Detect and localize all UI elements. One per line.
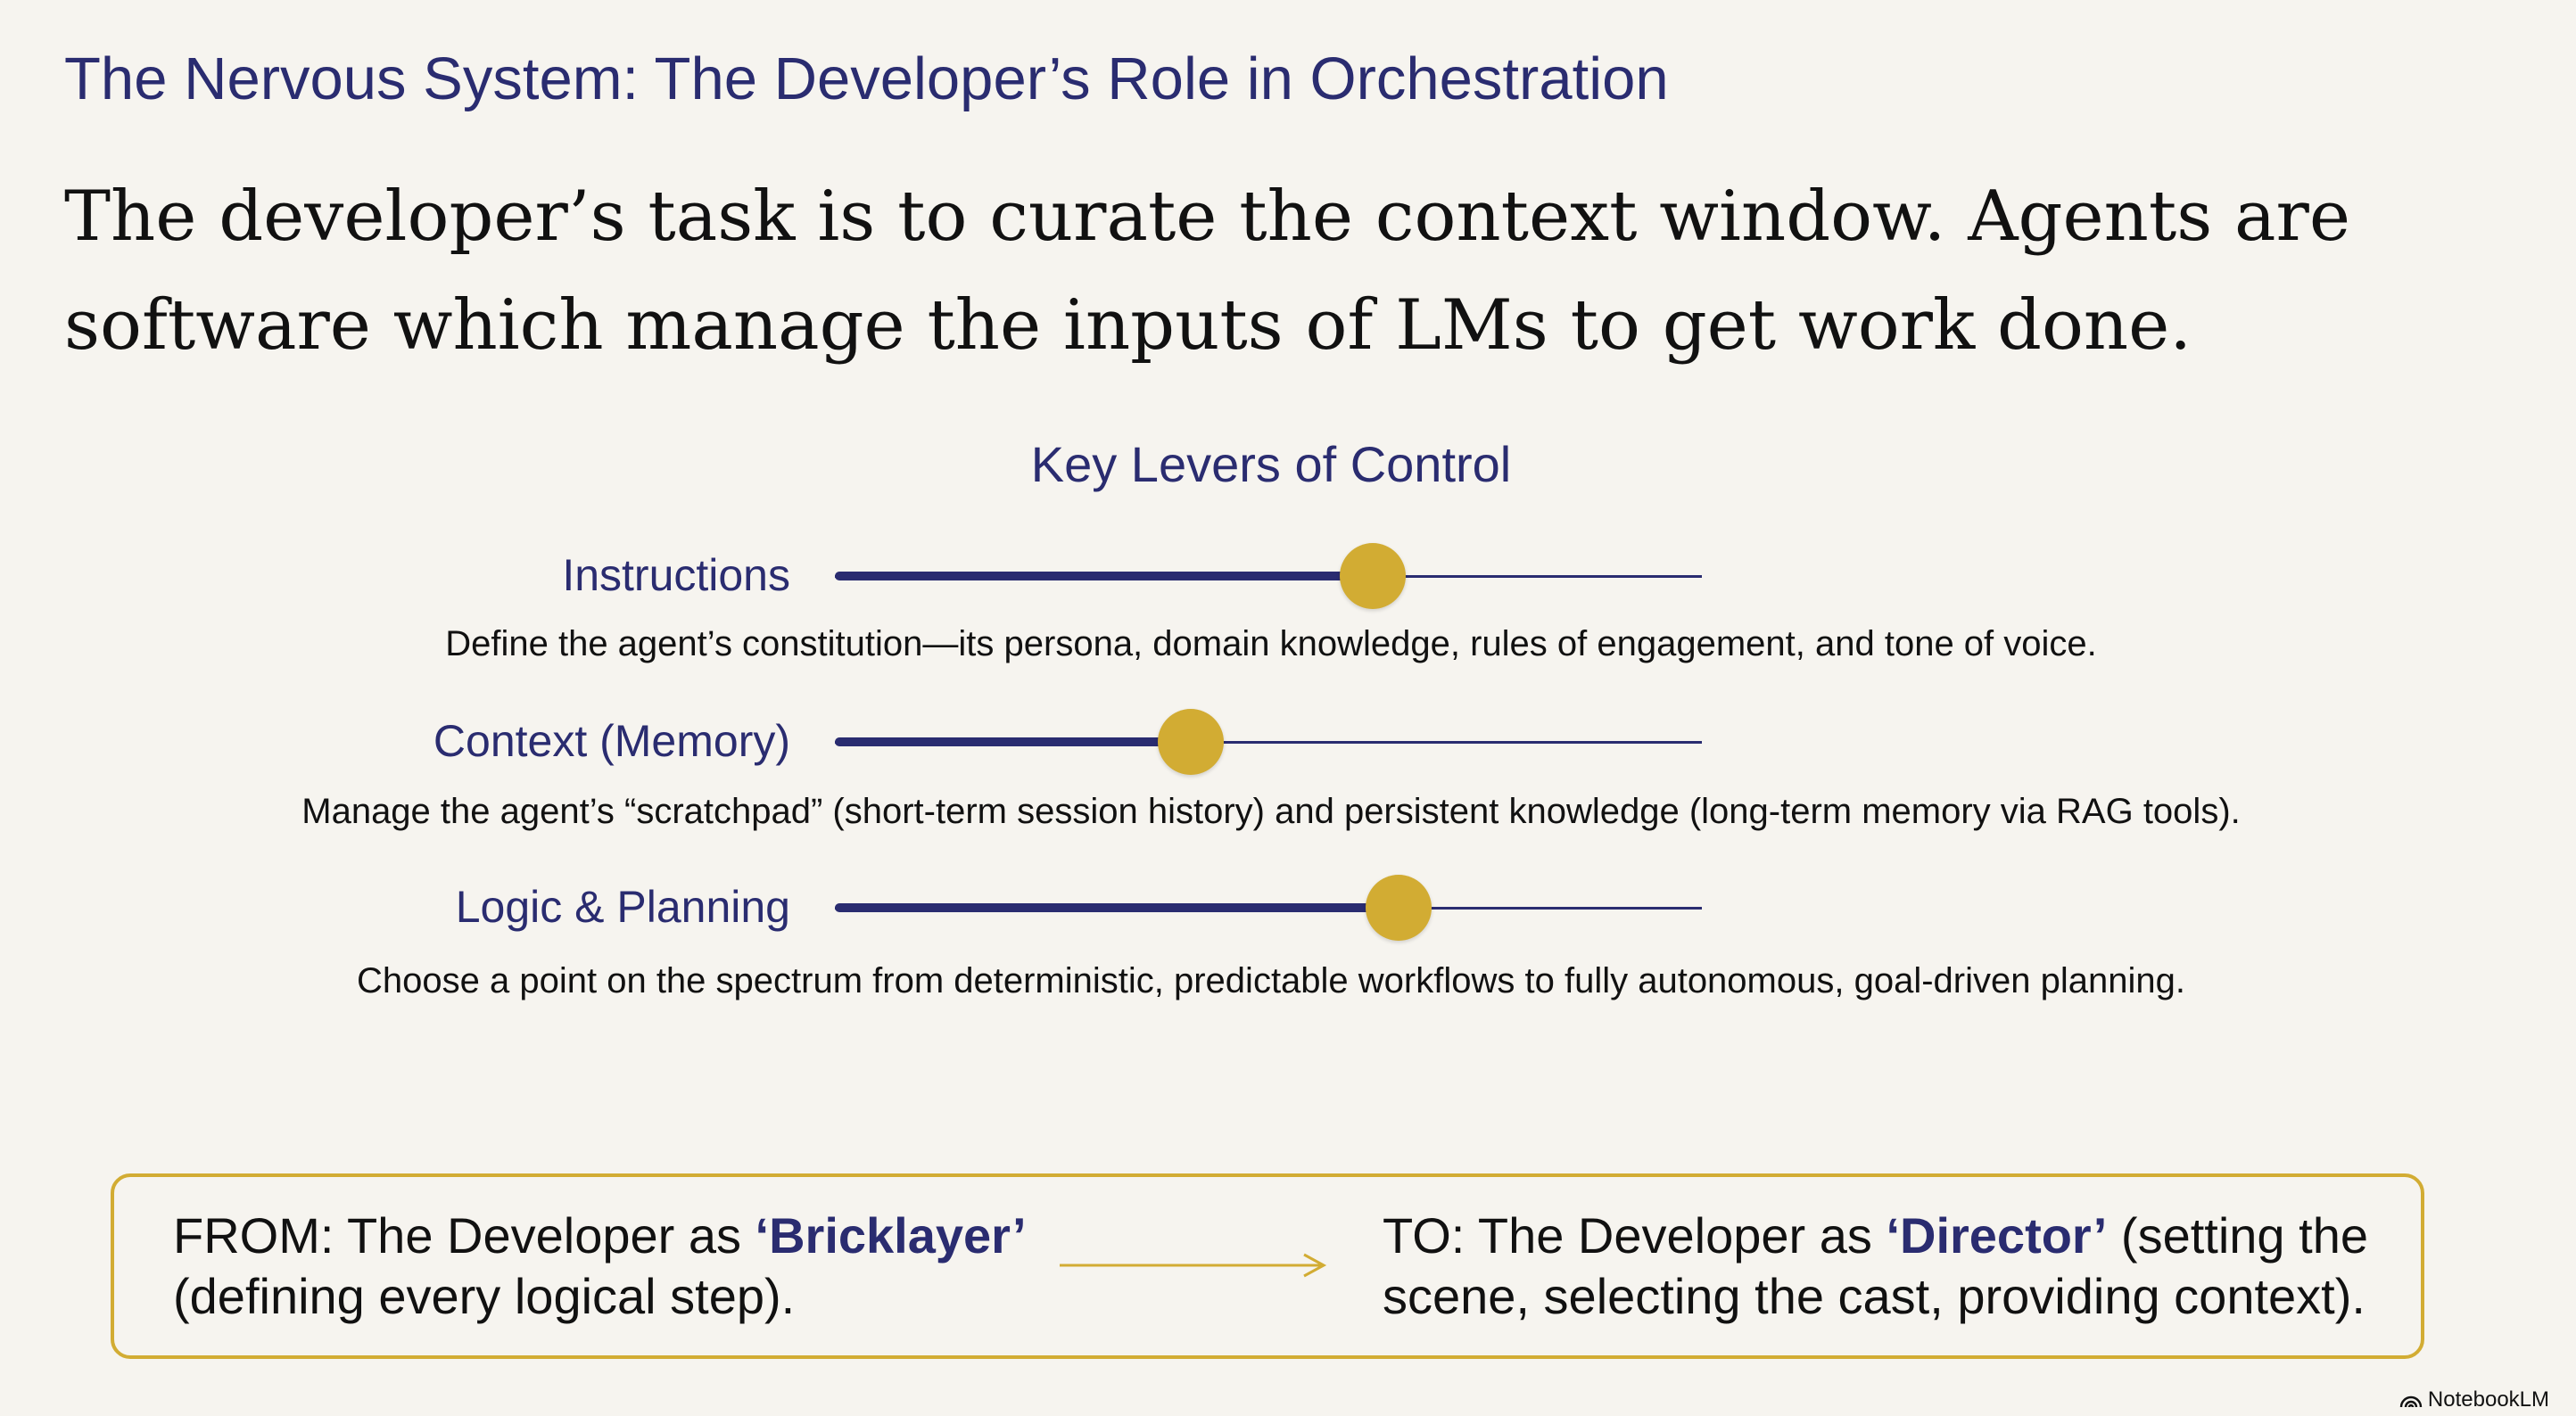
arrow-right-icon: [1058, 1252, 1329, 1279]
lever-label-context: Context (Memory): [433, 716, 790, 766]
slider-fill: [835, 737, 1191, 746]
brand-watermark: [2399, 1387, 2549, 1412]
slider-knob[interactable]: [1340, 543, 1406, 609]
slider-knob[interactable]: [1366, 875, 1432, 941]
notebooklm-logo-icon: [2399, 1391, 2423, 1409]
slider-fill: [835, 572, 1373, 580]
page-headline: [64, 162, 2401, 380]
lever-description-instructions: Define the agent’s constitution—its persona, domain knowledge, rules of engagement, and tone of voice.: [445, 624, 2097, 663]
levers-title: Key Levers of Control: [1030, 436, 1512, 492]
to-emphasis: ‘Director’: [1886, 1207, 2108, 1264]
slider-knob[interactable]: [1158, 709, 1224, 775]
headline-line-1: The developer’s task is to curate the context window. Agents are: [64, 177, 2350, 257]
lever-label-logic-planning: Logic & Planning: [455, 882, 790, 932]
lever-label-instructions: Instructions: [562, 550, 790, 600]
from-prefix: FROM: The Developer as: [173, 1207, 755, 1264]
to-rest-line-2: scene, selecting the cast, providing context).: [1383, 1268, 2365, 1324]
lever-description-context: Manage the agent’s “scratchpad” (short-term session history) and persistent knowledge (long-term memory via RAG tools).: [301, 792, 2241, 831]
to-statement: [1383, 1206, 2417, 1327]
brand-name: NotebookLM: [2427, 1387, 2549, 1412]
slider-fill: [835, 903, 1399, 912]
from-rest: (defining every logical step).: [173, 1268, 796, 1324]
to-prefix: TO: The Developer as: [1383, 1207, 1887, 1264]
to-rest-line-1: (setting the: [2107, 1207, 2368, 1264]
headline-line-2: software which manage the inputs of LMs to get work done.: [64, 285, 2192, 366]
page-kicker: The Nervous System: The Developer’s Role in Orchestration: [64, 45, 1669, 112]
lever-description-logic-planning: Choose a point on the spectrum from deterministic, predictable workflows to fully autonomous, goal-driven planning.: [357, 961, 2185, 1000]
from-statement: [173, 1206, 1065, 1327]
from-emphasis: ‘Bricklayer’: [755, 1207, 1027, 1264]
